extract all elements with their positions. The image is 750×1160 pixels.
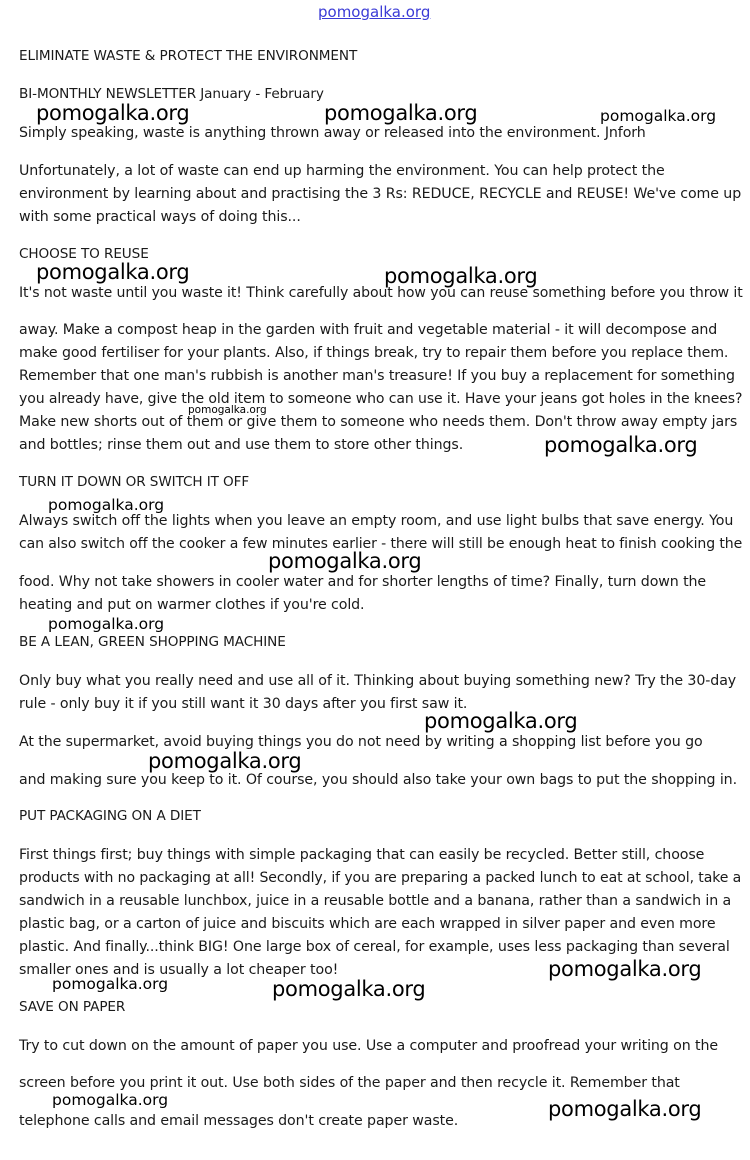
watermark: pomogalka.org [424, 709, 578, 733]
watermark: pomogalka.org [548, 1097, 702, 1121]
paragraph-line: It's not waste until you waste it! Think carefully about how you can reuse something before you throw it [19, 285, 743, 301]
watermark: pomogalka.org [36, 260, 190, 284]
paragraph-line: away. Make a compost heap in the garden with fruit and vegetable material - it will decompose and [19, 322, 718, 338]
intro-line: Unfortunately, a lot of waste can end up harming the environment. You can help protect the [19, 163, 665, 179]
watermark: pomogalka.org [544, 433, 698, 457]
paragraph-line: sandwich in a reusable lunchbox, juice in a reusable bottle and a banana, rather than a sandwich in a [19, 893, 732, 909]
section-heading: TURN IT DOWN OR SWITCH IT OFF [19, 474, 250, 490]
paragraph-line: make good fertiliser for your plants. Also, if things break, try to repair them before you replace them. [19, 345, 729, 361]
watermark: pomogalka.org [268, 549, 422, 573]
watermark: pomogalka.org [324, 101, 478, 125]
paragraph-line: Remember that one man's rubbish is another man's treasure! If you buy a replacement for something [19, 368, 735, 384]
watermark: pomogalka.org [384, 264, 538, 288]
paragraph-line: plastic bag, or a carton of juice and biscuits which are each wrapped in silver paper and even more [19, 916, 716, 932]
paragraph-line: can also switch off the cooker a few minutes earlier - there will still be enough heat to finish cooking the [19, 536, 743, 552]
watermark: pomogalka.org [48, 615, 165, 633]
section-heading: SAVE ON PAPER [19, 999, 126, 1015]
top-site-link[interactable]: pomogalka.org [318, 3, 431, 21]
watermark: pomogalka.org [52, 975, 169, 993]
paragraph-line: rule - only buy it if you still want it 30 days after you first saw it. [19, 696, 468, 712]
paragraph-line: First things first; buy things with simple packaging that can easily be recycled. Better still, choose [19, 847, 705, 863]
paragraph-line: heating and put on warmer clothes if you're cold. [19, 597, 365, 613]
watermark: pomogalka.org [48, 496, 165, 514]
paragraph-line: products with no packaging at all! Secondly, if you are preparing a packed lunch to eat at school, take a [19, 870, 742, 886]
section-heading: CHOOSE TO REUSE [19, 246, 149, 262]
paragraph-line: Make new shorts out of them or give them to someone who needs them. Don't throw away empty jars [19, 414, 738, 430]
paragraph-line: food. Why not take showers in cooler water and for shorter lengths of time? Finally, turn down the [19, 574, 707, 590]
section-heading: BE A LEAN, GREEN SHOPPING MACHINE [19, 634, 286, 650]
intro-line: environment by learning about and practising the 3 Rs: REDUCE, RECYCLE and REUSE! We've come up [19, 186, 742, 202]
paragraph-line: At the supermarket, avoid buying things you do not need by writing a shopping list before you go [19, 734, 703, 750]
watermark: pomogalka.org [52, 1091, 169, 1109]
paragraph-line: Always switch off the lights when you leave an empty room, and use light bulbs that save energy. You [19, 513, 734, 529]
watermark: pomogalka.org [548, 957, 702, 981]
watermark: pomogalka.org [600, 107, 717, 125]
intro-line: with some practical ways of doing this... [19, 209, 301, 225]
paragraph-line: Try to cut down on the amount of paper you use. Use a computer and proofread your writing on the [19, 1038, 718, 1054]
paragraph-line: and bottles; rinse them out and use them to store other things. [19, 437, 464, 453]
paragraph-line: plastic. And finally...think BIG! One large box of cereal, for example, uses less packaging than several [19, 939, 730, 955]
watermark: pomogalka.org [36, 101, 190, 125]
paragraph-line: and making sure you keep to it. Of course, you should also take your own bags to put the shopping in. [19, 772, 737, 788]
document-subtitle: BI-MONTHLY NEWSLETTER January - February [19, 86, 324, 102]
section-heading: PUT PACKAGING ON A DIET [19, 808, 201, 824]
document-title: ELIMINATE WASTE & PROTECT THE ENVIRONMENT [19, 48, 358, 64]
paragraph-line: smaller ones and is usually a lot cheaper too! [19, 962, 339, 978]
watermark: pomogalka.org [148, 749, 302, 773]
watermark: pomogalka.org [272, 977, 426, 1001]
watermark: pomogalka.org [188, 404, 267, 416]
paragraph-line: Only buy what you really need and use all of it. Thinking about buying something new? Try the 30-day [19, 673, 737, 689]
paragraph-line: you already have, give the old item to someone who can use it. Have your jeans got holes in the knees? [19, 391, 743, 407]
paragraph-line: screen before you print it out. Use both sides of the paper and then recycle it. Remember that [19, 1075, 680, 1091]
intro-line: Simply speaking, waste is anything thrown away or released into the environment. Jnforh [19, 125, 646, 141]
paragraph-line: telephone calls and email messages don't create paper waste. [19, 1113, 459, 1129]
